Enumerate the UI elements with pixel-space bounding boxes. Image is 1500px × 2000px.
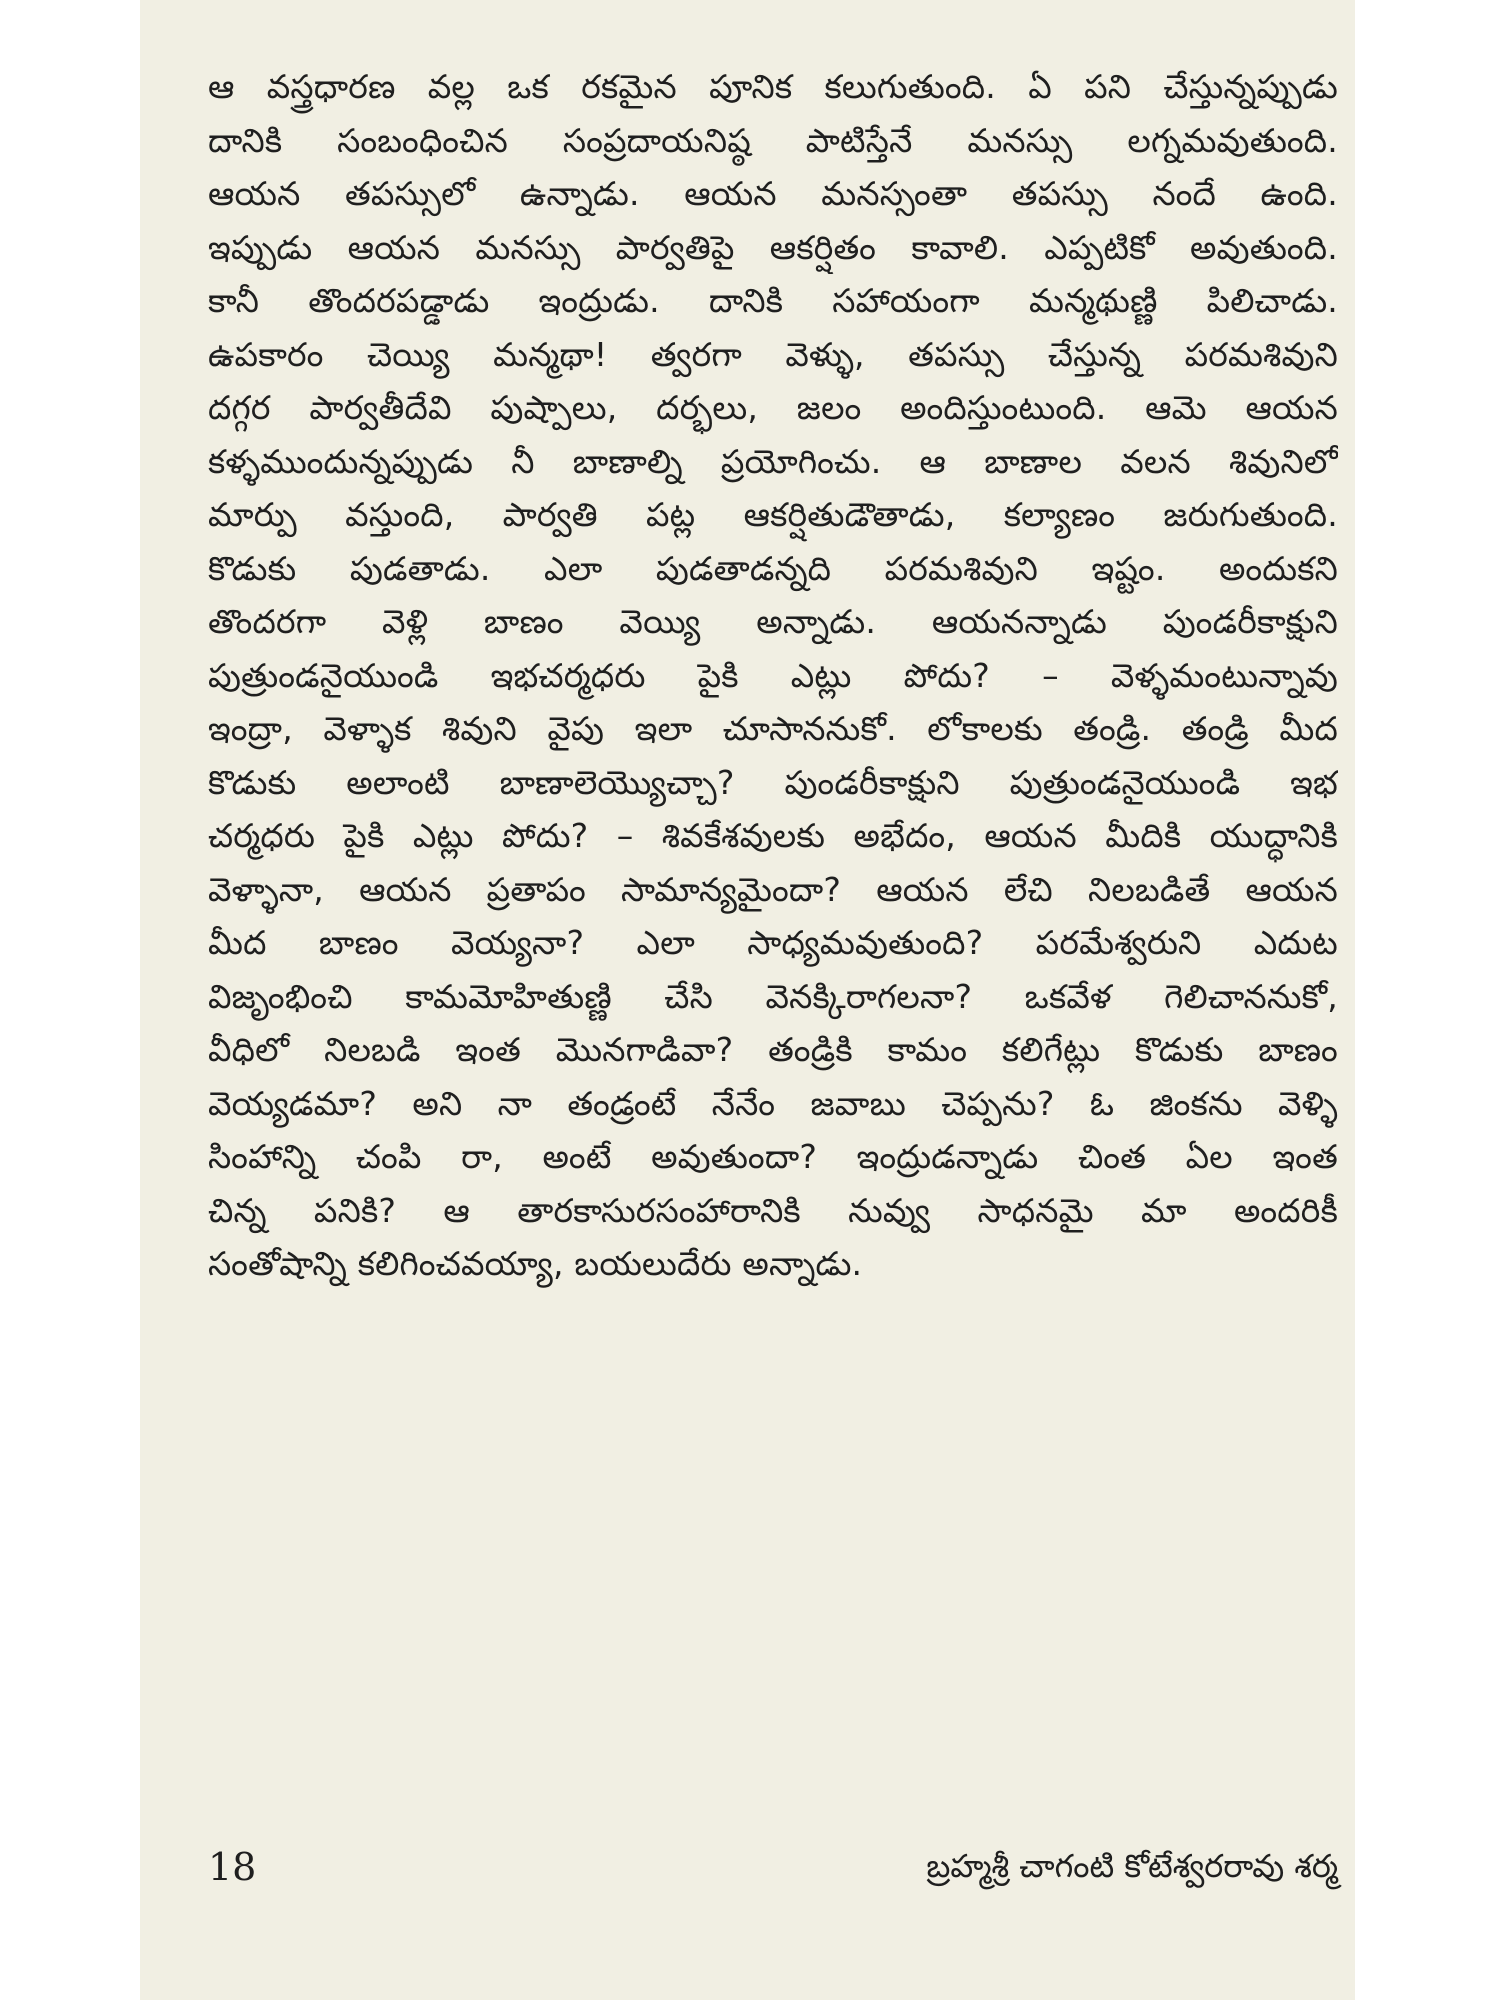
text-line: తొందరగా వెళ్లి బాణం వెయ్యి అన్నాడు. ఆయనన్నాడు పుండరీకాక్షుని bbox=[208, 602, 1338, 641]
text-line: పుత్రుండనైయుండి ఇభచర్మధరు పైకి ఎట్లు పోదు? – వెళ్ళమంటున్నావు bbox=[208, 655, 1338, 695]
text-line: కళ్ళముందున్నప్పుడు నీ బాణాల్ని ప్రయోగించు. ఆ బాణాల వలన శివునిలో bbox=[208, 441, 1338, 481]
text-line: సంతోషాన్ని కలిగించవయ్యా, బయలుదేరు అన్నాడు. bbox=[208, 1244, 863, 1283]
text-line: కొడుకు అలాంటి బాణాలెయ్యొచ్చా? పుండరీకాక్షుని పుత్రుండనైయుండి ఇభ bbox=[208, 762, 1338, 802]
page-number: 18 bbox=[208, 1845, 257, 1889]
running-footer-author: బ్రహ్మశ్రీ చాగంటి కోటేశ్వరరావు శర్మ bbox=[926, 1847, 1338, 1885]
text-line: వెళ్ళానా, ఆయన ప్రతాపం సామాన్యమైందా? ఆయన లేచి నిలబడితే ఆయన bbox=[208, 869, 1338, 909]
text-line: చర్మధరు పైకి ఎట్లు పోదు? – శివకేశవులకు అభేదం, ఆయన మీదికి యుద్ధానికి bbox=[208, 816, 1338, 855]
text-line: మీద బాణం వెయ్యనా? ఎలా సాధ్యమవుతుంది? పరమేశ్వరుని ఎదుట bbox=[208, 923, 1338, 962]
text-line: విజృంభించి కామమోహితుణ్ణి చేసి వెనక్కిరాగలనా? ఒకవేళ గెలిచాననుకో, bbox=[208, 976, 1338, 1016]
text-line: దగ్గర పార్వతీదేవి పుష్పాలు, దర్భలు, జలం అందిస్తుంటుంది. ఆమె ఆయన bbox=[208, 388, 1338, 427]
text-line: ఇప్పుడు ఆయన మనస్సు పార్వతిపై ఆకర్షితం కావాలి. ఎప్పటికో అవుతుంది. bbox=[208, 227, 1338, 267]
text-line: చిన్న పనికి? ఆ తారకాసురసంహారానికి నువ్వు సాధనమై మా అందరికీ bbox=[208, 1190, 1338, 1230]
text-line: ఆ వస్త్రధారణ వల్ల ఒక రకమైన పూనిక కలుగుతుంది. ఏ పని చేస్తున్నప్పుడు bbox=[208, 67, 1338, 106]
text-line: దానికి సంబంధించిన సంప్రదాయనిష్ఠ పాటిస్తేనే మనస్సు లగ్నమవుతుంది. bbox=[208, 120, 1338, 160]
text-line: వెయ్యడమా? అని నా తండ్రంటే నేనేం జవాబు చెప్పను? ఓ జింకను వెళ్ళి bbox=[208, 1083, 1338, 1123]
text-line: కొడుకు పుడతాడు. ఎలా పుడతాడన్నది పరమశివుని ఇష్టం. అందుకని bbox=[208, 548, 1338, 588]
text-line: కానీ తొందరపడ్డాడు ఇంద్రుడు. దానికి సహాయంగా మన్మథుణ్ణి పిలిచాడు. bbox=[208, 281, 1338, 320]
text-line: వీధిలో నిలబడి ఇంత మొనగాడివా? తండ్రికి కామం కలిగేట్లు కొడుకు బాణం bbox=[208, 1030, 1338, 1069]
text-line: ఉపకారం చెయ్యి మన్మథా! త్వరగా వెళ్ళు, తపస్సు చేస్తున్న పరమశివుని bbox=[208, 334, 1338, 374]
text-line: ఇంద్రా, వెళ్ళాక శివుని వైపు ఇలా చూసాననుకో. లోకాలకు తండ్రి. తండ్రి మీద bbox=[208, 709, 1338, 748]
body-text bbox=[208, 60, 1338, 1291]
text-line: సింహాన్ని చంపి రా, అంటే అవుతుందా? ఇంద్రుడన్నాడు చింత ఏల ఇంత bbox=[208, 1137, 1338, 1176]
page-footer bbox=[208, 1845, 1338, 1905]
text-line: ఆయన తపస్సులో ఉన్నాడు. ఆయన మనస్సంతా తపస్సు నందే ఉంది. bbox=[208, 174, 1338, 213]
text-line: మార్పు వస్తుంది, పార్వతి పట్ల ఆకర్షితుడౌతాడు, కల్యాణం జరుగుతుంది. bbox=[208, 495, 1338, 534]
book-page bbox=[140, 0, 1355, 2000]
